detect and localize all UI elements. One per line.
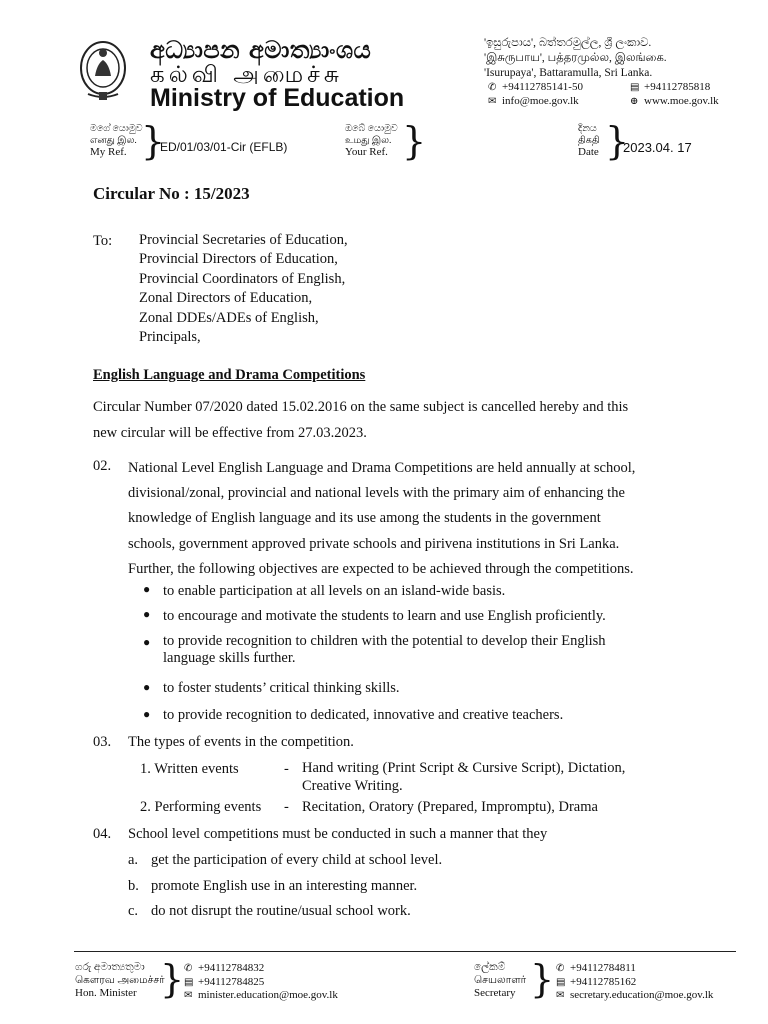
list-item: to provide recognition to children with the potential to develop their English language skills further.	[163, 633, 606, 666]
date-value: 2023.04. 17	[623, 140, 692, 155]
address-english: 'Isurupaya', Battaramulla, Sri Lanka.	[484, 67, 653, 79]
email-icon: ✉	[488, 96, 497, 107]
phone-contact: ✆ +94112785141-50	[488, 81, 583, 93]
bullet-icon: ●	[143, 680, 151, 694]
list-letter: c.	[128, 903, 139, 919]
list-item: to enable participation at all levels on an island-wide basis.	[163, 583, 506, 599]
recipient: Zonal Directors of Education,	[139, 290, 313, 307]
list-item: to encourage and motivate the students to learn and use English proficiently.	[163, 608, 606, 624]
phone-icon: ✆	[556, 963, 565, 974]
to-label: To:	[93, 233, 113, 249]
email-icon: ✉	[556, 990, 565, 1001]
your-ref-label: ඔබේ යොමුව உமது இல. Your Ref.	[345, 124, 398, 158]
footer-divider	[74, 951, 736, 952]
dash: -	[284, 761, 289, 777]
brace: }	[530, 957, 555, 1001]
brace: }	[402, 119, 427, 163]
brace: }	[141, 119, 166, 163]
ministry-title-tamil: கல்வி அமைச்சு	[150, 62, 343, 88]
ministry-title-english: Ministry of Education	[150, 84, 405, 112]
intro-paragraph: Circular Number 07/2020 dated 15.02.2016 on the same subject is cancelled hereby and this new circular will be effective from 27.03.2023.	[93, 399, 629, 441]
list-item: get the participation of every child at school level.	[151, 852, 443, 868]
list-letter: b.	[128, 878, 139, 894]
dash: -	[284, 799, 289, 815]
circular-title: Circular No : 15/2023	[93, 184, 250, 203]
phone-contact: ✆ +94112784811	[556, 962, 636, 974]
fax-icon: ▤	[630, 82, 640, 93]
recipient: Provincial Secretaries of Education,	[139, 232, 348, 248]
globe-icon: ⊕	[630, 96, 639, 107]
minister-contacts	[184, 962, 338, 1003]
recipients-list	[139, 231, 348, 347]
list-item: do not disrupt the routine/usual school work.	[151, 903, 411, 919]
subject-heading: English Language and Drama Competitions	[93, 367, 366, 383]
my-ref-label: මගේ යොමුව எனது இல. My Ref.	[90, 124, 143, 158]
event-type-description: Recitation, Oratory (Prepared, Impromptu), Drama	[302, 799, 598, 815]
bullet-icon: ●	[143, 635, 151, 649]
event-type-description: Hand writing (Print Script & Cursive Script), Dictation, Creative Writing.	[302, 760, 626, 794]
recipient: Provincial Coordinators of English,	[139, 270, 346, 287]
bullet-icon: ●	[143, 607, 151, 621]
section04-heading: School level competitions must be conducted in such a manner that they	[128, 826, 548, 842]
my-ref-value: ED/01/03/01-Cir (EFLB)	[160, 140, 288, 154]
list-item: to provide recognition to dedicated, innovative and creative teachers.	[163, 707, 564, 723]
email-contact[interactable]: ✉ minister.education@moe.gov.lk	[184, 989, 338, 1001]
brace: }	[605, 119, 630, 163]
section-number: 02.	[93, 458, 112, 474]
address-tamil: 'இசுருபாய', பத்தரமுல்ல, இலங்கை.	[484, 52, 667, 64]
sri-lanka-emblem-icon	[78, 38, 128, 102]
secretary-label: ලේකම් செயலாளர் Secretary	[474, 962, 527, 999]
phone-icon: ✆	[488, 82, 497, 93]
recipient: Principals,	[139, 329, 201, 346]
fax-contact: ▤ +94112784825	[184, 975, 265, 988]
fax-contact: ▤ +94112785162	[556, 975, 637, 988]
list-item: to foster students’ critical thinking skills.	[163, 680, 400, 696]
section03-heading: The types of events in the competition.	[128, 734, 354, 750]
address-sinhala: 'ඉසුරුපාය', බත්තරමුල්ල, ශ්‍රී ලංකාව.	[484, 37, 652, 49]
section-number: 03.	[93, 734, 112, 750]
email-contact[interactable]: ✉ secretary.education@moe.gov.lk	[556, 989, 714, 1001]
phone-icon: ✆	[184, 963, 193, 974]
email-contact[interactable]: ✉ info@moe.gov.lk	[488, 95, 579, 107]
fax-icon: ▤	[184, 976, 194, 988]
secretary-contacts	[556, 962, 713, 1003]
section02-paragraph: National Level English Language and Drama Competitions are held annually at school, divisional/zonal, provincial and national levels with the primary aim of enhancing the knowledge of English language and its use among the students in the government schools, government approved private schools and pirivena institutions in Sri Lanka. Further, the following objectives are expected to be achieved through the competitions.	[128, 460, 636, 577]
email-icon: ✉	[184, 990, 193, 1001]
fax-contact: ▤ +94112785818	[630, 81, 711, 93]
fax-icon: ▤	[556, 976, 566, 988]
date-label: දිනය திகதி Date	[578, 124, 600, 158]
ministry-title-sinhala: අධ්‍යාපන අමාත්‍යාංශය	[150, 36, 372, 64]
event-type-label: 1. Written events	[140, 761, 239, 777]
web-contact[interactable]: ⊕ www.moe.gov.lk	[630, 95, 719, 107]
section-number: 04.	[93, 826, 112, 842]
bullet-icon: ●	[143, 707, 151, 721]
list-letter: a.	[128, 852, 139, 868]
recipient: Provincial Directors of Education,	[139, 251, 338, 268]
minister-label: ගරු අමාත්‍යතුමා கௌரவ அமைச்சர் Hon. Minister	[75, 962, 165, 999]
bullet-icon: ●	[143, 582, 151, 596]
phone-contact: ✆ +94112784832	[184, 962, 265, 974]
brace: }	[160, 957, 185, 1001]
event-type-label: 2. Performing events	[140, 799, 262, 815]
list-item: promote English use in an interesting manner.	[151, 878, 418, 894]
recipient: Zonal DDEs/ADEs of English,	[139, 309, 319, 326]
